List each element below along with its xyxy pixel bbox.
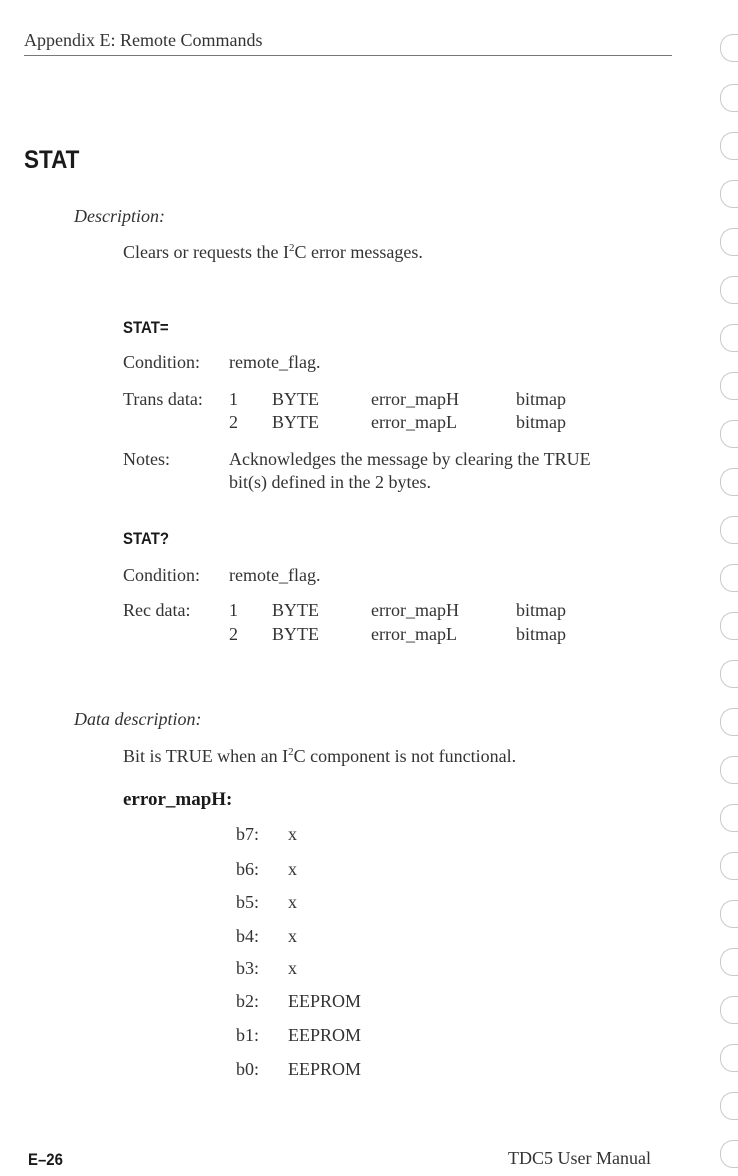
binder-hole: [720, 852, 738, 880]
description-label: Description:: [74, 206, 165, 226]
binder-hole: [720, 948, 738, 976]
stat-query-row-type: BYTE: [272, 600, 319, 620]
binder-hole: [720, 1140, 738, 1168]
bit-label: b0:: [236, 1059, 260, 1079]
binder-hole: [720, 372, 738, 400]
bit-label: b4:: [236, 926, 260, 946]
stat-set-row-type: BYTE: [272, 412, 319, 432]
bit-value: x: [288, 892, 297, 912]
binder-hole: [720, 420, 738, 448]
binder-hole: [720, 34, 738, 62]
stat-query-data-label: Rec data:: [123, 600, 191, 620]
stat-query-row-name: error_mapH: [371, 600, 459, 620]
stat-query-command: STAT?: [123, 529, 169, 548]
binder-hole: [720, 708, 738, 736]
page-number: E–26: [28, 1150, 63, 1169]
bit-value: EEPROM: [288, 991, 362, 1011]
stat-set-row-name: error_mapL: [371, 412, 457, 432]
stat-set-condition-label: Condition:: [123, 352, 201, 372]
stat-set-row-type: BYTE: [272, 389, 319, 409]
stat-query-row-index: 2: [229, 624, 238, 644]
binder-hole: [720, 564, 738, 592]
binder-hole: [720, 468, 738, 496]
description-text: Clears or requests the $I^2C$ error messages.: [123, 242, 423, 262]
data-description-label: Data description:: [74, 709, 202, 729]
binder-hole: [720, 660, 738, 688]
bit-label: b1:: [236, 1025, 260, 1045]
binder-hole: [720, 612, 738, 640]
error-maph-heading: error_mapH:: [123, 789, 233, 810]
page-header: Appendix E: Remote Commands: [24, 30, 263, 50]
binder-hole: [720, 516, 738, 544]
stat-set-row-name: error_mapH: [371, 389, 459, 409]
stat-set-notes-line: bit(s) defined in the 2 bytes.: [229, 472, 431, 492]
stat-query-row-format: bitmap: [516, 600, 566, 620]
binder-hole: [720, 756, 738, 784]
binder-hole: [720, 804, 738, 832]
bit-label: b3:: [236, 958, 260, 978]
stat-set-row-format: bitmap: [516, 389, 566, 409]
binder-hole: [720, 132, 738, 160]
stat-query-condition-label: Condition:: [123, 565, 201, 585]
bit-label: b6:: [236, 859, 260, 879]
bit-value: x: [288, 958, 297, 978]
binder-hole: [720, 228, 738, 256]
binder-hole: [720, 324, 738, 352]
binder-hole: [720, 900, 738, 928]
bit-label: b5:: [236, 892, 260, 912]
bit-label: b2:: [236, 991, 260, 1011]
stat-query-row-name: error_mapL: [371, 624, 457, 644]
bit-value: x: [288, 824, 297, 844]
stat-set-data-label: Trans data:: [123, 389, 203, 409]
stat-query-condition-value: remote_flag.: [229, 565, 321, 585]
page-title: STAT: [24, 146, 80, 174]
stat-set-command: STAT=: [123, 318, 169, 337]
stat-set-notes-line: Acknowledges the message by clearing the TRUE: [229, 449, 591, 469]
data-description-text: Bit is TRUE when an $I^2C$ component is not functional.: [123, 746, 517, 766]
binder-hole: [720, 84, 738, 112]
stat-set-row-format: bitmap: [516, 412, 566, 432]
bit-value: x: [288, 926, 297, 946]
binder-hole: [720, 996, 738, 1024]
binder-hole: [720, 180, 738, 208]
header-rule: [24, 55, 672, 56]
binder-hole: [720, 1092, 738, 1120]
stat-query-row-format: bitmap: [516, 624, 566, 644]
binder-hole: [720, 1044, 738, 1072]
bit-label: b7:: [236, 824, 260, 844]
manual-title: TDC5 User Manual: [508, 1148, 651, 1168]
bit-value: EEPROM: [288, 1025, 362, 1045]
stat-query-row-type: BYTE: [272, 624, 319, 644]
binder-hole: [720, 276, 738, 304]
bit-value: EEPROM: [288, 1059, 362, 1079]
stat-set-condition-value: remote_flag.: [229, 352, 321, 372]
bit-value: x: [288, 859, 297, 879]
stat-set-row-index: 1: [229, 389, 238, 409]
stat-set-notes-label: Notes:: [123, 449, 170, 469]
stat-query-row-index: 1: [229, 600, 238, 620]
stat-set-row-index: 2: [229, 412, 238, 432]
